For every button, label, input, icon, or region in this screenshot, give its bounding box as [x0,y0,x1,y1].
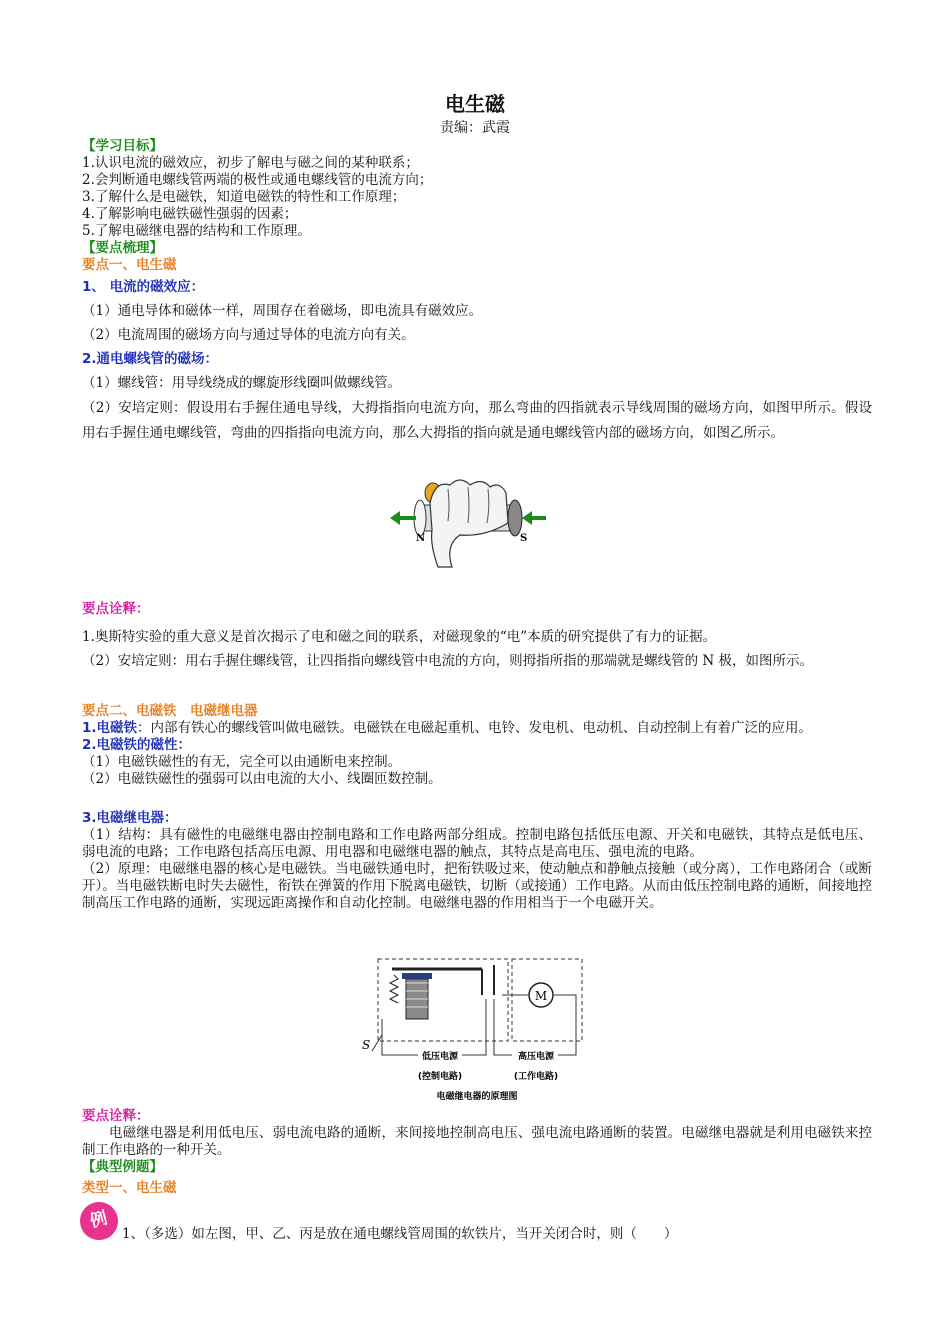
low-power-label: 低压电源 [421,1052,459,1062]
note1-item1: 1.奥斯特实验的重大意义是首次揭示了电和磁之间的联系，对磁现象的“电”本质的研究提供了有力的证据。 [82,629,717,645]
note2-text: 电磁继电器是利用低电压、弱电流电路的通断，来间接地控制高电压、强电流电路通断的装置。电磁继电器就是利用电磁铁来控制工作电路的一种开关。 [82,1125,872,1158]
relay-schematic-figure [362,955,592,1105]
e1-text: ：内部有铁心的螺线管叫做电磁铁。电磁铁在电磁起重机、电铃、发电机、电动机、自动控制上有着广泛的应用。 [137,720,813,736]
goal-item: 5.了解电磁继电器的结构和工作原理。 [82,223,311,239]
e2-title: 2.电磁铁的磁性： [82,737,192,753]
e2-item: （1）电磁铁磁性的有无，完全可以由通断电来控制。 [82,754,402,770]
section-electromagnet [82,703,872,912]
point1-title: 要点一、电生磁 [82,257,177,273]
author-line: 责编：武霞 [440,120,510,136]
example-question [122,1226,872,1243]
s1-item: （1）通电导体和磁体一样，周围存在着磁场，即电流具有磁效应。 [82,303,483,319]
e3-item1: （1）结构：具有磁性的电磁继电器由控制电路和工作电路两部分组成。控制电路包括低压电源、开关和电磁铁，其特点是低电压、弱电流的电路；工作电路包括高压电源、用电器和电磁继电器的触点，其特点是高电压、强电流的电路。 [82,827,872,860]
motor-label: M [534,989,548,1003]
type1-title: 类型一、电生磁 [82,1180,177,1196]
point2-title: 要点二、电磁铁 电磁继电器 [82,703,258,719]
s1-title: 1、 电流的磁效应： [82,279,205,295]
s2-item1: （1）螺线管：用导线绕成的螺旋形线圈叫做螺线管。 [82,375,402,391]
note2-section [82,1108,872,1197]
s1-item: （2）电流周围的磁场方向与通过导体的电流方向有关。 [82,327,415,343]
section-magnetic-effect [82,276,872,446]
page-title: 电生磁 [445,92,505,116]
points-header: 【要点梳理】 [82,240,163,256]
examples-header: 【典型例题】 [82,1159,163,1175]
note2-title: 要点诠释： [82,1108,150,1124]
goal-item: 3.了解什么是电磁铁，知道电磁铁的特性和工作原理； [82,189,406,205]
goal-item: 4.了解影响电磁铁磁性强弱的因素； [82,206,298,222]
south-pole-label: S [520,533,528,544]
high-power-label: 高压电源 [517,1052,555,1062]
goals-header: 【学习目标】 [82,138,163,154]
note1-item2: （2）安培定则：用右手握住螺线管，让四指指向螺线管中电流的方向，则拇指所指的那端就是螺线管的 N 极，如图所示。 [82,653,813,669]
control-circuit-label: (控制电路) [417,1072,463,1082]
e1-label: 1.电磁铁 [82,720,138,736]
goals-section [82,138,872,274]
note1-section [82,597,872,670]
e3-title: 3.电磁继电器： [82,810,178,826]
relay-caption: 电磁继电器的原理图 [436,1092,518,1102]
question-1: 1、（多选）如左图，甲、乙、丙是放在通电螺线管周围的软铁片，当开关闭合时，则（ ） [122,1226,678,1242]
right-hand-solenoid-figure [390,475,550,570]
s2-item2: （2）安培定则：假设用右手握住通电导线，大拇指指向电流方向，那么弯曲的四指就表示导线周围的磁场方向，如图甲所示。假设用右手握住通电螺线管，弯曲的四指指向电流方向，那么大拇指的指向就是通电螺线管内部的磁场方向，如图乙所示。 [82,400,872,441]
example-badge: 例 [76,1198,123,1245]
note1-title: 要点诠释： [82,601,150,617]
work-circuit-label: (工作电路) [513,1072,559,1082]
north-pole-label: N [416,533,426,544]
switch-label: S [362,1038,371,1052]
goal-item: 2.会判断通电螺线管两端的极性或通电螺线管的电流方向； [82,172,433,188]
e3-item2: （2）原理：电磁继电器的核心是电磁铁。当电磁铁通电时，把衔铁吸过来，使动触点和静触点接触（或分离），工作电路闭合（或断开）。当电磁铁断电时失去磁性，衔铁在弹簧的作用下脱离电磁铁，切断（或接通）工作电路。从而由低压控制电路的通断，间接地控制高压工作电路的通断，实现远距离操作和自动化控制。电磁继电器的作用相当于一个电磁开关。 [82,861,872,911]
goal-item: 1.认识电流的磁效应，初步了解电与磁之间的某种联系； [82,155,419,171]
e2-item: （2）电磁铁磁性的强弱可以由电流的大小、线圈匝数控制。 [82,771,442,787]
s2-title: 2.通电螺线管的磁场： [82,351,219,367]
